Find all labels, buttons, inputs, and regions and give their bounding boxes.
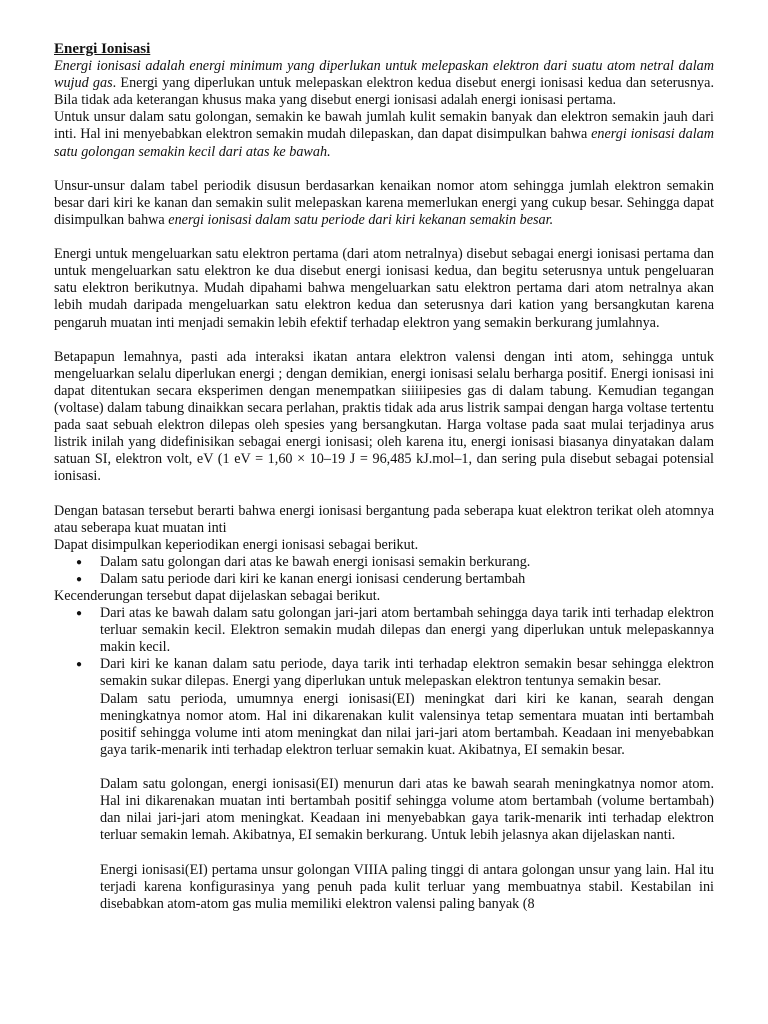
document-title: Energi Ionisasi bbox=[54, 41, 151, 57]
periode-italic: energi ionisasi dalam satu periode dari kiri kekanan semakin besar. bbox=[168, 211, 554, 228]
paragraph-golongan bbox=[54, 109, 714, 160]
list-item: ● Dari kiri ke kanan dalam satu periode, daya tarik inti terhadap elektron semakin besar sehingga elektron semakin sukar dilepas. Energi yang diperlukan untuk melepaskan elektron tentunya semakin besar. bbox=[54, 656, 714, 690]
list-item: ● Dalam satu periode dari kiri ke kanan energi ionisasi cenderung bertambah bbox=[54, 571, 714, 588]
paragraph-golongan-detail: Dalam satu golongan, energi ionisasi(EI) menurun dari atas ke bawah searah meningkatnya nomor atom. Hal ini dikarenakan muatan inti bertambah positif sehingga volume atom bertambah (volume bertambah) dan nilai jari-jari atom meningkat. Keadaan ini menyebabkan gaya tarik-menarik inti terhadap elektron terluar semakin lemah. Akibatnya, EI semakin berkurang. Untuk lebih jelasnya akan dijelaskan nanti. bbox=[100, 776, 714, 844]
paragraph-noble-gas: Energi ionisasi(EI) pertama unsur golongan VIIIA paling tinggi di antara golongan unsur yang lain. Hal itu terjadi karena konfigurasinya yang penuh pada kulit terluar yang membuatnya stabil. Kestabilan ini disebabkan atom-atom gas mulia memiliki elektron valensi paling banyak (8 bbox=[100, 861, 714, 912]
paragraph-first-ionization: Energi untuk mengeluarkan satu elektron pertama (dari atom netralnya) disebut sebagai energi ionisasi pertama dan untuk mengeluarkan satu elektron ke dua disebut energi ionisasi kedua, dan begitu seterusnya untuk pengeluaran satu elektron berikutnya. Mudah dipahami bahwa mengeluarkan satu elektron pertama dari atom netralnya akan lebih mudah daripada mengeluarkan satu elektron kedua dan seterusnya dari kation yang bersangkutan karena pengaruh muatan inti menjadi semakin lebih efektif terhadap elektron yang semakin berkurang jumlahnya. bbox=[54, 246, 714, 331]
definition-italic: Energi ionisasi adalah energi minimum yang diperlukan untuk melepaskan elektron dari suatu atom netral dalam wujud gas bbox=[54, 58, 714, 92]
periode-text: Unsur-unsur dalam tabel periodik disusun berdasarkan kenaikan nomor atom sehingga jumlah elektron semakin besar dari kiri ke kanan dan semakin sulit melepaskan karena memerlukan energi yang cukup besar. Sehingga dapat disimpulkan bahwa bbox=[54, 177, 714, 228]
paragraph-definition bbox=[54, 58, 714, 109]
golongan-text: Untuk unsur dalam satu golongan, semakin ke bawah jumlah kulit semakin banyak dan elektron semakin jauh dari inti. Hal ini menyebabkan elektron semakin mudah dilepaskan, dan dapat disimpulkan bahwa bbox=[54, 109, 714, 143]
paragraph-periode bbox=[54, 178, 714, 229]
paragraph-conclusion: Dapat disimpulkan keperiodikan energi ionisasi sebagai berikut. bbox=[54, 536, 419, 553]
list-item: ● Dalam satu golongan dari atas ke bawah energi ionisasi semakin berkurang. bbox=[54, 554, 714, 571]
paragraph-binding: Dengan batasan tersebut berarti bahwa energi ionisasi bergantung pada seberapa kuat elektron terikat oleh atomnya atau seberapa kuat muatan inti bbox=[54, 502, 714, 536]
trend-list bbox=[54, 554, 714, 588]
document-page bbox=[54, 41, 714, 913]
paragraph-explanation: Kecenderungan tersebut dapat dijelaskan sebagai berikut. bbox=[54, 588, 381, 604]
golongan-italic: energi ionisasi dalam satu golongan semakin kecil dari atas ke bawah. bbox=[54, 126, 714, 160]
paragraph-perioda-detail: Dalam satu perioda, umumnya energi ionisasi(EI) meningkat dari kiri ke kanan, searah dengan meningkatnya nomor atom. Hal ini dikarenakan kulit valensinya tetap sementara muatan inti bertambah positif sehingga volume inti atom meningkat dan nilai jari-jari atom bertambah. Keadaan ini menyebabkan gaya tarik-menarik inti terhadap elektron terluar semakin kuat. Akibatnya, EI semakin besar. bbox=[100, 690, 714, 758]
definition-rest: . Energi yang diperlukan untuk melepaskan elektron kedua disebut energi ionisasi kedua dan seterusnya. Bila tidak ada keterangan khusus maka yang disebut energi ionisasi adalah energi ionisasi pertama. bbox=[54, 75, 714, 109]
explanation-list bbox=[54, 605, 714, 690]
list-item: ● Dari atas ke bawah dalam satu golongan jari-jari atom bertambah sehingga daya tarik inti terhadap elektron terluar semakin kecil. Elektron semakin mudah dilepas dan energi yang diperlukan untuk melepaskannya makin kecil. bbox=[54, 605, 714, 656]
paragraph-experiment: Betapapun lemahnya, pasti ada interaksi ikatan antara elektron valensi dengan inti atom, sehingga untuk mengeluarkan selalu diperlukan energi ; dengan demikian, energi ionisasi selalu berharga positif. Energi ionisasi ini dapat ditentukan secara eksperimen dengan menempatkan siiiiipesies gas di dalam tabung. Kemudian tegangan (voltase) dalam tabung dinaikkan secara perlahan, praktis tidak ada arus listrik sampai dengan harga voltase tertentu pada saat sebuah elektron dilepas oleh spesies yang bersangkutan. Harga voltase pada saat mulai terjadinya arus listrik inilah yang didefinisikan sebagai energi ionisasi; oleh karena itu, energi ionisasi biasanya dinyatakan dalam satuan SI, elektron volt, eV (1 eV = 1,60 × 10–19 J = 96,485 kJ.mol–1, dan sering pula disebut sebagai potensial ionisasi. bbox=[54, 348, 714, 485]
